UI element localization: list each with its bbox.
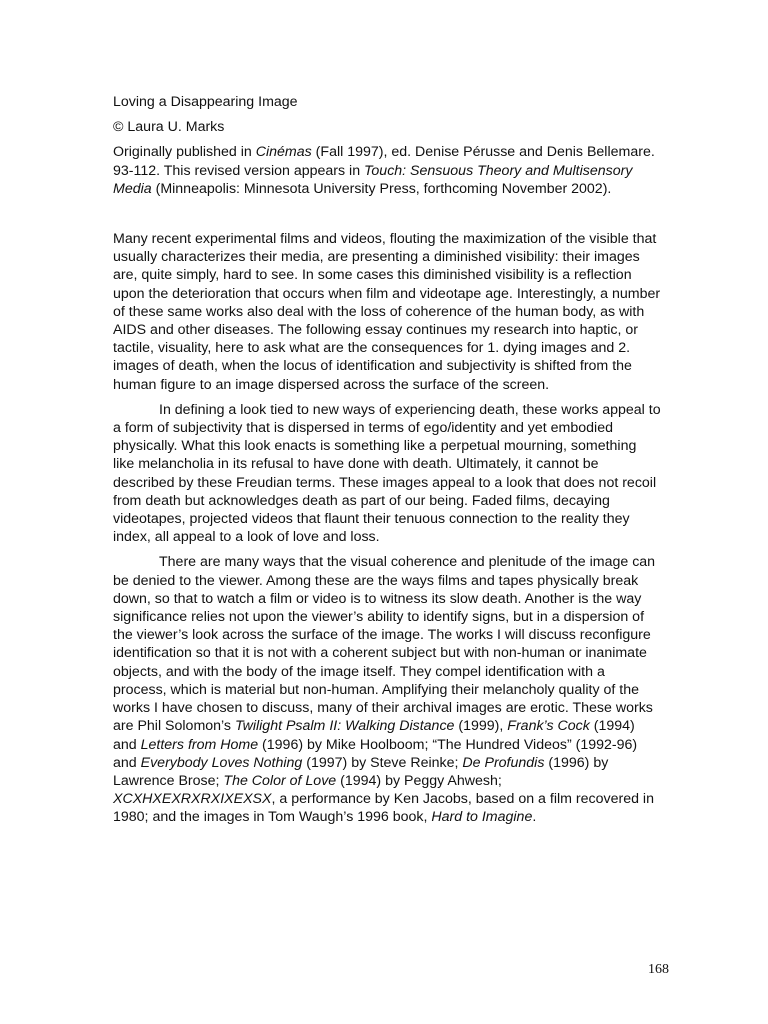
publication-note [113,143,661,198]
pubnote-text: (Fall 1997), ed. Denise Pérusse and Denis Bellemare. 93-112. This revised version appears in [113,144,655,179]
paragraph-text: (1994) and [113,718,635,753]
document-title: Loving a Disappearing Image [113,94,298,110]
work-title: XCXHXEXRXRXIXEXSX [113,791,272,808]
author-copyright: © Laura U. Marks [113,119,225,136]
paragraph-text: (1999), [454,718,508,735]
body-text [113,230,661,827]
paragraph-text: . [532,809,537,826]
document-page [113,93,661,834]
page-number: 168 [648,962,669,977]
paragraph-1: Many recent experimental films and videos, flouting the maximization of the visible that usually characterizes their media, are presenting a diminished visibility: their images are, quite simply, hard to see. In some cases this diminished visibility is a reflection upon the deterioration that occurs when film and videotape age. Interestingly, a number of these same works also deal with the loss of coherence of the human body, as with AIDS and other diseases. The following essay continues my research into haptic, or tactile, visuality, here to ask what are the consequences for 1. dying images and 2. images of death, when the locus of identification and subjectivity is shifted from the human figure to an image dispersed across the surface of the screen. [113,231,661,393]
paragraph-text: (1996) by Lawrence Brose; [113,754,609,789]
paragraph-text: (1994) by Peggy Ahwesh; [336,772,502,789]
work-title: The Color of Love [223,772,337,789]
pubnote-book-title: Touch: Sensuous Theory and Multisensory Media [113,162,633,197]
work-title: Frank’s Cock [507,718,590,735]
work-title: Letters from Home [140,736,259,753]
paragraph-text: (1997) by Steve Reinke; [302,754,463,771]
pubnote-text: (Minneapolis: Minnesota University Press, forthcoming November 2002). [151,180,612,197]
work-title: De Profundis [462,754,545,771]
paragraph-text: (1996) by Mike Hoolboom; “The Hundred Videos” (1992-96) and [113,736,638,771]
work-title: Twilight Psalm II: Walking Distance [234,718,455,735]
paragraph-text: , a performance by Ken Jacobs, based on a film recovered in 1980; and the images in Tom Waugh’s 1996 book, [113,791,654,826]
paragraph-text: There are many ways that the visual coherence and plenitude of the image can be denied to the viewer. Among these are the ways films and tapes physically break down, so that to watch a film or video is to witness its slow death. Another is the way significance relies not upon the viewer’s ability to identify signs, but in a dispersion of the viewer’s look across the surface of the image. The works I will discuss reconfigure identification so that it is not with a coherent subject but with non-human or inanimate objects, and with the body of the image itself. They compel identification with a process, which is material but non-human. Amplifying their melancholy quality of the works I have chosen to discuss, many of their archival images are erotic. These works are Phil Solomon’s [113,554,656,735]
work-title: Hard to Imagine [431,809,533,826]
pubnote-text: Originally published in [113,144,256,161]
paragraph-2: In defining a look tied to new ways of experiencing death, these works appeal to a form of subjectivity that is dispersed in terms of ego/identity and yet embodied physically. What this look enacts is something like a perpetual mourning, something like melancholia in its refusal to have done with death. Ultimately, it cannot be described by these Freudian terms. These images appeal to a look that does not recoil from death but acknowledges death as part of our being. Faded films, decaying videotapes, projected videos that flaunt their tenuous connection to the reality they index, all appeal to a look of love and loss. [113,401,661,546]
pubnote-journal-title: Cinémas [255,144,312,161]
work-title: Everybody Loves Nothing [140,754,303,771]
paragraph-3 [113,553,661,826]
